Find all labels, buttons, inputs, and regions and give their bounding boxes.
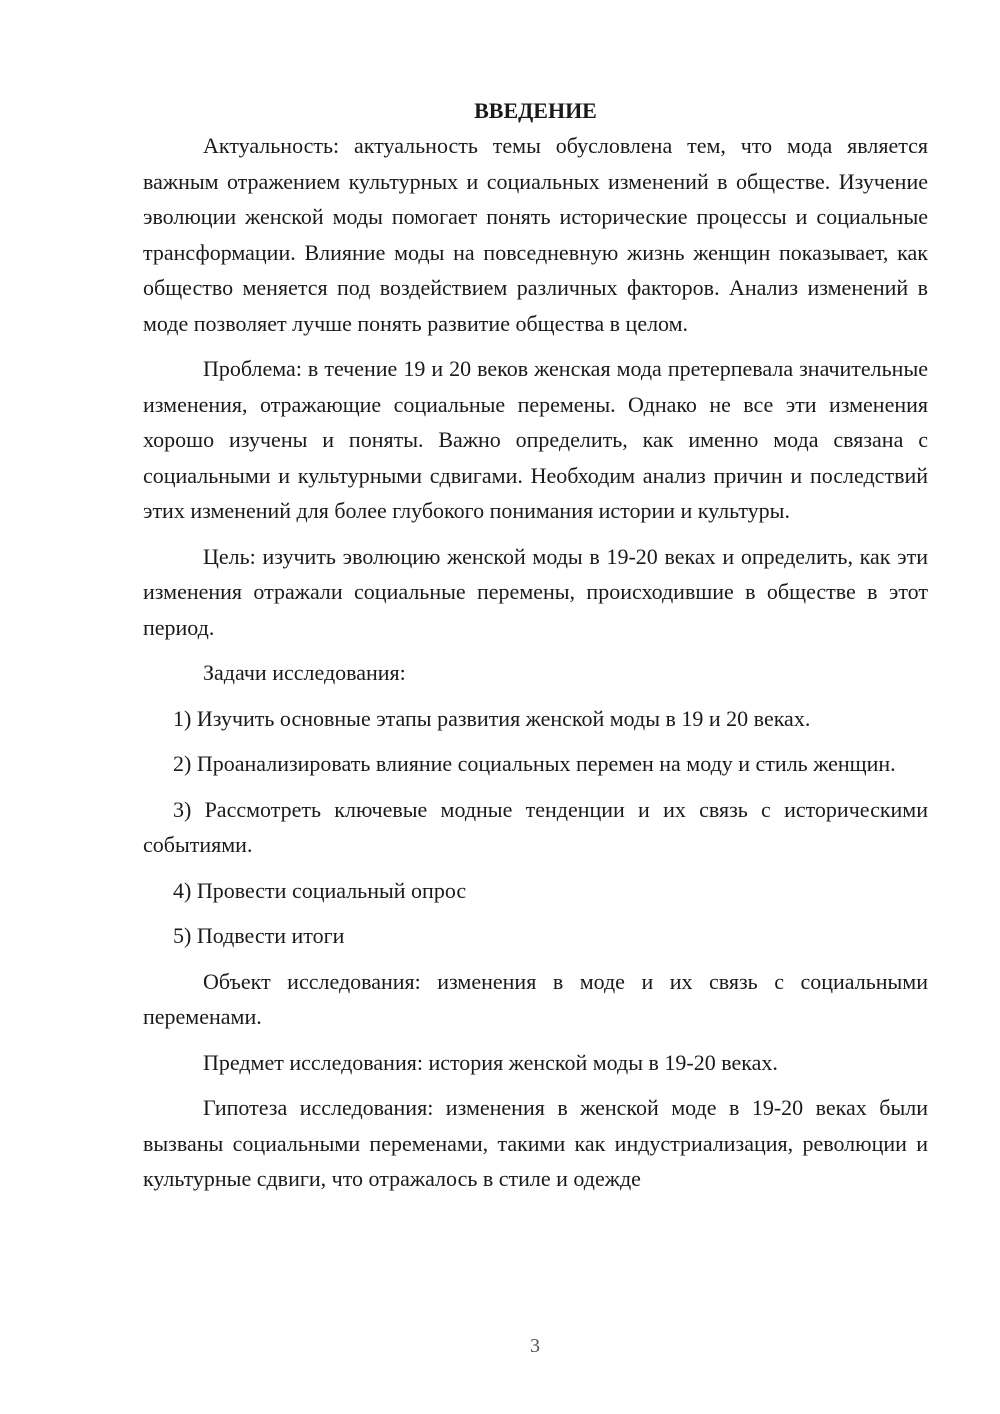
paragraph-object: Объект исследования: изменения в моде и их связь с социальными переменами. (143, 968, 928, 1029)
page-number: 3 (530, 1335, 540, 1357)
paragraph-subject: Предмет исследования: история женской моды в 19-20 веках. (203, 1049, 778, 1075)
tasks-heading: Задачи исследования: (203, 660, 406, 685)
paragraph-problem: Проблема: в течение 19 и 20 веков женская мода претерпевала значительные изменения, отражающие социальные перемены. Однако не все эти изменения хорошо изучены и поняты. Важно определить, как именно мода связана с социальными и культурными сдвигами. Необходим анализ причин и последствий этих изменений для более глубокого понимания истории и культуры. (143, 356, 928, 523)
paragraph-relevance: Актуальность: актуальность темы обусловлена тем, что мода является важным отражением культурных и социальных изменений в обществе. Изучение эволюции женской моды помогает понять исторические процессы и социальные трансформации. Влияние моды на повседневную жизнь женщин показывает, как общество меняется под воздействием различных факторов. Анализ изменений в моде позволяет лучше понять развитие общества в целом. (143, 133, 928, 336)
task-item: 1) Изучить основные этапы развития женской моды в 19 и 20 веках. (173, 705, 811, 731)
paragraph-hypothesis: Гипотеза исследования: изменения в женской моде в 19-20 веках были вызваны социальными переменами, такими как индустриализация, революции и культурные сдвиги, что отражалось в стиле и одежде (143, 1095, 928, 1191)
task-item: 2) Проанализировать влияние социальных перемен на моду и стиль женщин. (173, 751, 896, 776)
task-item: 4) Провести социальный опрос (173, 877, 467, 903)
task-item: 5) Подвести итоги (173, 923, 345, 948)
section-heading: ВВЕДЕНИЕ (474, 98, 597, 123)
document-page (143, 93, 928, 1207)
task-item: 3) Рассмотреть ключевые модные тенденции и их связь с историческими событиями. (143, 796, 928, 857)
paragraph-goal: Цель: изучить эволюцию женской моды в 19-20 веках и определить, как эти изменения отражали социальные перемены, происходившие в обществе в этот период. (143, 543, 928, 640)
